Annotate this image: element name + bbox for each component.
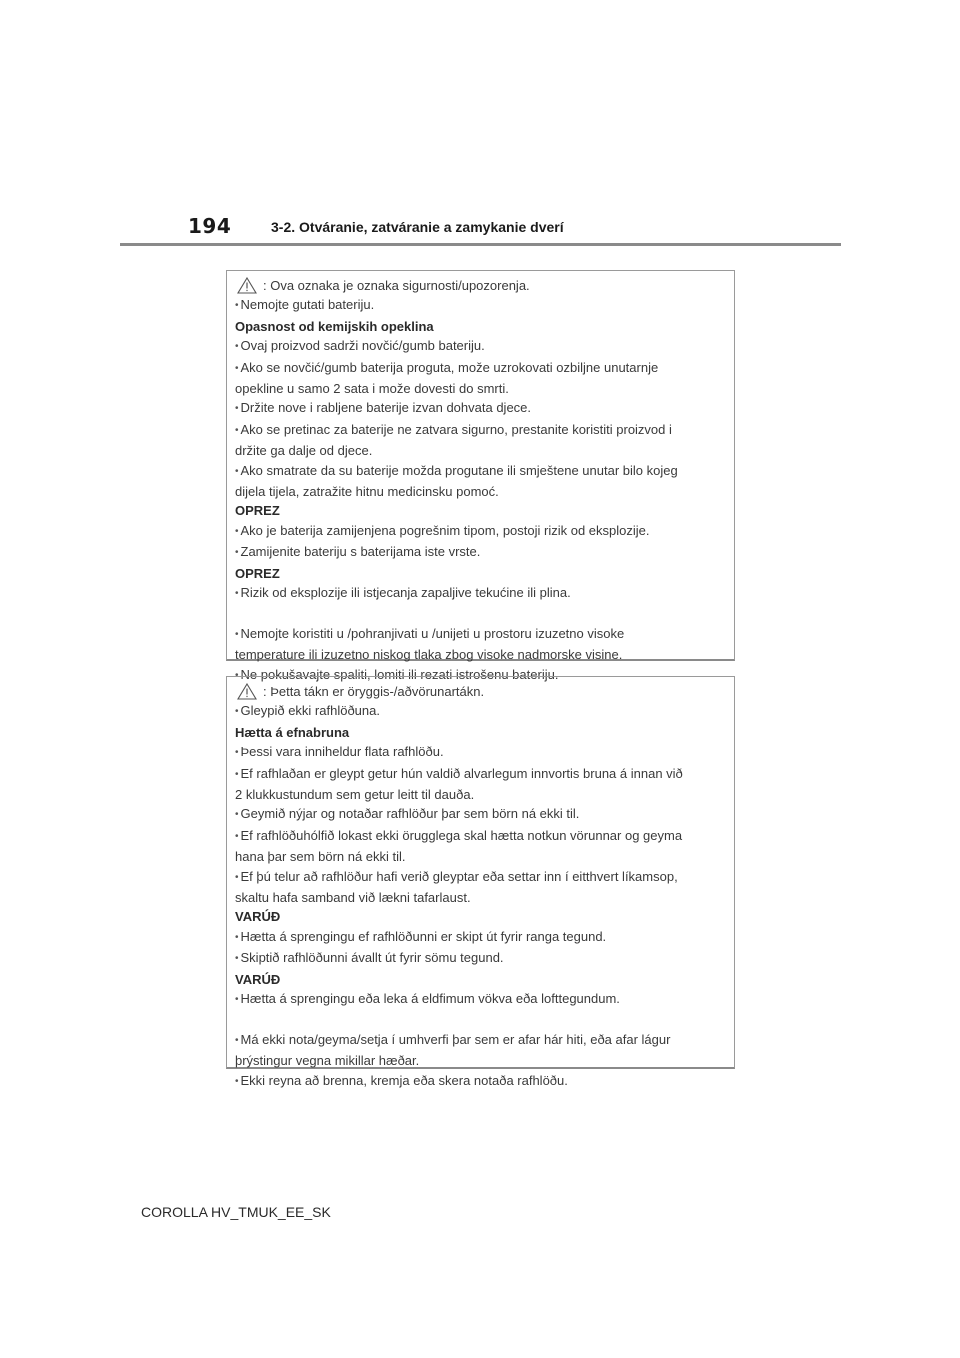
list-item: • Ovaj proizvod sadrži novčić/gumb bateriju. [235, 336, 734, 357]
list-item: • Gleypið ekki rafhlöðuna. [235, 701, 734, 722]
section-title: 3-2. Otváranie, zatváranie a zamykanie dverí [271, 219, 564, 235]
list-item: • Hætta á sprengingu eða leka á eldfimum vökva eða lofttegundum. [235, 989, 734, 1010]
list-item: • Nemojte gutati bateriju. [235, 295, 734, 316]
subheading: VARÚÐ [235, 909, 281, 925]
warning-symbol-text: : Þetta tákn er öryggis-/aðvörunartákn. [263, 684, 485, 699]
list-item: • Ekki reyna að brenna, kremja eða skera notaða rafhlöðu. [235, 1071, 734, 1092]
warning-symbol-text: : Ova oznaka je oznaka sigurnosti/upozorenja. [263, 278, 530, 293]
list-item: • Ef rafhlaðan er gleypt getur hún valdið alvarlegum innvortis bruna á innan við [235, 764, 734, 785]
header-divider [120, 243, 841, 246]
list-item: • Ef rafhlöðuhólfið lokast ekki örugglega skal hætta notkun vörunnar og geyma [235, 826, 734, 847]
spacer [235, 1011, 734, 1030]
subheading: Opasnost od kemijskih opeklina [235, 318, 434, 334]
list-item: • Ako se novčić/gumb baterija proguta, može uzrokovati ozbiljne unutarnje [235, 358, 734, 379]
list-item: • Hætta á sprengingu ef rafhlöðunni er skipt út fyrir ranga tegund. [235, 927, 734, 948]
subheading: Hætta á efnabruna [235, 724, 350, 740]
list-item-continuation: skaltu hafa samband við lækni tafarlaust. [235, 890, 471, 906]
subheading: OPREZ [235, 503, 280, 519]
list-item: • Ako se pretinac za baterije ne zatvara sigurno, prestanite koristiti proizvod i [235, 420, 734, 441]
warning-box-icelandic [226, 676, 735, 1088]
list-item: • Zamijenite bateriju s baterijama iste vrste. [235, 542, 734, 563]
list-item: • Má ekki nota/geyma/setja í umhverfi þar sem er afar hár hiti, eða afar lágur [235, 1030, 734, 1051]
warning-triangle-icon [237, 277, 257, 294]
list-item: • Ako je baterija zamijenjena pogrešnim tipom, postoji rizik od eksplozije. [235, 521, 734, 542]
page-header [0, 0, 960, 250]
list-item-continuation: hana þar sem börn ná ekki til. [235, 849, 406, 865]
list-item-continuation: držite ga dalje od djece. [235, 443, 373, 459]
warning-symbol-line [235, 276, 734, 295]
list-item: • Držite nove i rabljene baterije izvan dohvata djece. [235, 398, 734, 419]
subheading: VARÚÐ [235, 971, 281, 987]
warning-box-croatian [226, 270, 735, 682]
page-number: 194 [188, 214, 232, 238]
list-item: • Skiptið rafhlöðunni ávallt út fyrir sömu tegund. [235, 948, 734, 969]
warning-symbol-line [235, 682, 734, 701]
list-item: • Geymið nýjar og notaðar rafhlöður þar sem börn ná ekki til. [235, 804, 734, 825]
list-item: • Þessi vara inniheldur flata rafhlöðu. [235, 742, 734, 763]
spacer [235, 605, 734, 624]
footer-model-code: COROLLA HV_TMUK_EE_SK [141, 1204, 331, 1220]
list-item: • Ne pokušavajte spaliti, lomiti ili rezati istrošenu bateriju. [235, 665, 734, 686]
list-item: • Rizik od eksplozije ili istjecanja zapaljive tekućine ili plina. [235, 583, 734, 604]
list-item: • Nemojte koristiti u /pohranjivati u /unijeti u prostoru izuzetno visoke [235, 624, 734, 645]
warning-triangle-icon [237, 683, 257, 700]
list-item-continuation: temperature ili izuzetno niskog tlaka zbog visoke nadmorske visine. [235, 647, 623, 663]
list-item-continuation: 2 klukkustundum sem getur leitt til dauða. [235, 787, 475, 803]
list-item-continuation: dijela tijela, zatražite hitnu medicinsku pomoć. [235, 484, 499, 500]
list-item: • Ef þú telur að rafhlöður hafi verið gleyptar eða settar inn í eitthvert líkamsop, [235, 867, 734, 888]
list-item: • Ako smatrate da su baterije možda progutane ili smještene unutar bilo kojeg [235, 461, 734, 482]
subheading: OPREZ [235, 565, 280, 581]
list-item-continuation: þrýstingur vegna mikillar hæðar. [235, 1053, 420, 1069]
list-item-continuation: opekline u samo 2 sata i može dovesti do smrti. [235, 381, 509, 397]
